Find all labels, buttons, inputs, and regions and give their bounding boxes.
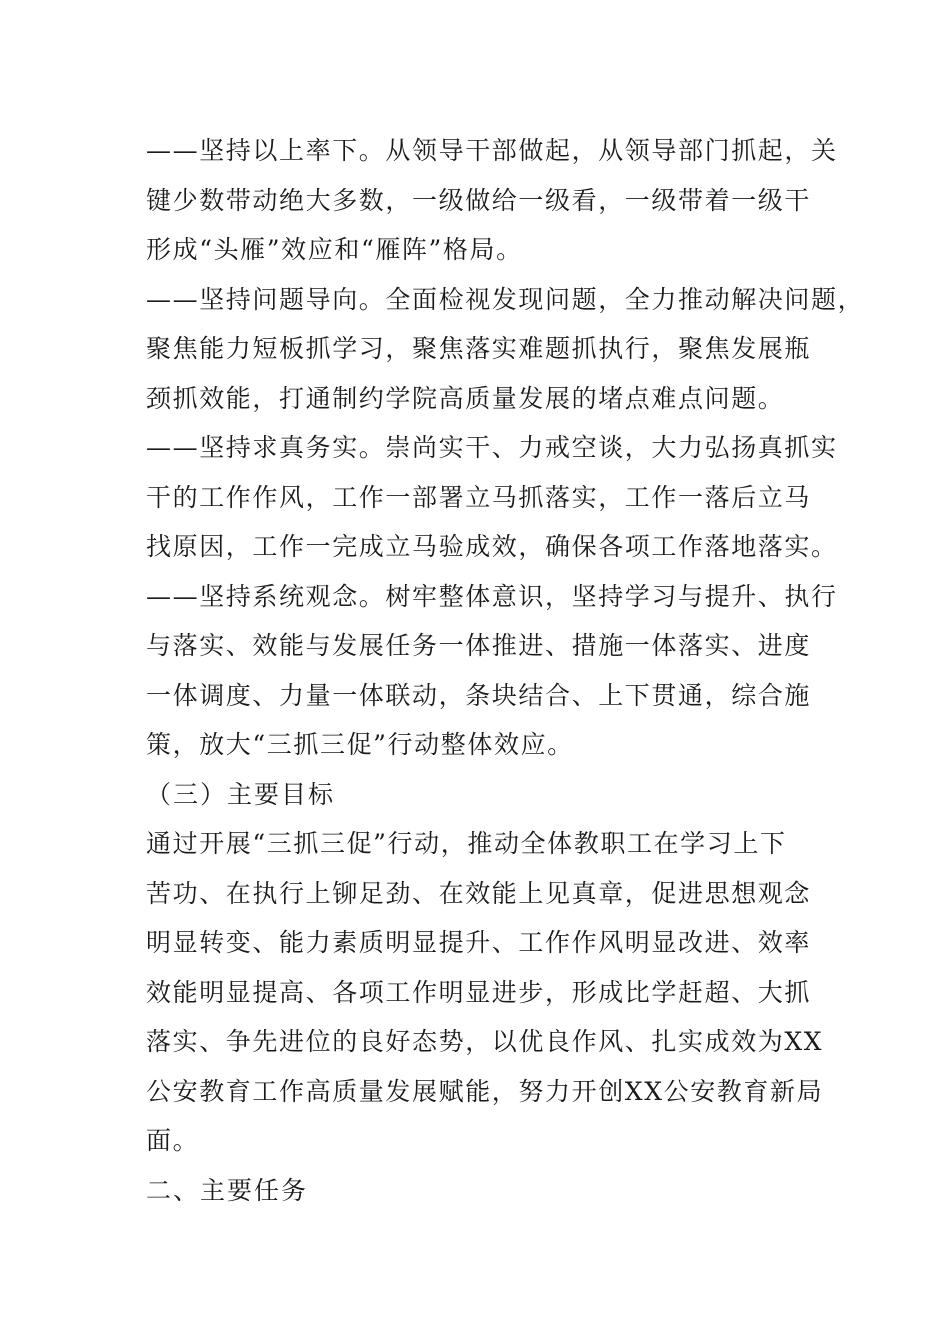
text-line: 苦功、在执行上铆足劲、在效能上见真章，促进思想观念 <box>146 878 812 908</box>
text-line: 通过开展“三抓三促”行动，推动全体教职工在学习上下 <box>146 829 787 858</box>
text-line: 颈抓效能，打通制约学院高质量发展的堵点难点问题。 <box>146 383 785 413</box>
section-heading-main-tasks: 二、主要任务 <box>146 1175 309 1205</box>
text-line: 公安教育工作高质量发展赋能，努力开创XX公安教育新局 <box>146 1076 824 1106</box>
text-line: 明显转变、能力素质明显提升、工作作风明显改进、效率 <box>146 928 812 957</box>
text-line: 落实、争先进位的良好态势，以优良作风、扎实成效为XX <box>146 1027 824 1056</box>
text-line: ——坚持系统观念。树牢整体意识，坚持学习与提升、执行 <box>146 581 838 611</box>
section-heading-main-goals: （三）主要目标 <box>146 779 336 809</box>
text-line: 键少数带动绝大多数，一级做给一级看，一级带着一级干 <box>146 185 812 215</box>
text-line: 与落实、效能与发展任务一体推进、措施一体落实、进度 <box>146 631 812 660</box>
text-line: ——坚持问题导向。全面检视发现问题，全力推动解决问题， <box>146 284 865 314</box>
text-line: ——坚持求真务实。崇尚实干、力戒空谈，大力弘扬真抓实 <box>146 433 838 462</box>
text-line: 聚焦能力短板抓学习，聚焦落实难题抓执行，聚焦发展瓶 <box>146 334 812 363</box>
text-line: 策，放大“三抓三促”行动整体效应。 <box>146 730 574 759</box>
text-line: ——坚持以上率下。从领导干部做起，从领导部门抓起，关 <box>146 136 838 165</box>
text-line: 面。 <box>146 1126 200 1155</box>
text-line: 形成“头雁”效应和“雁阵”格局。 <box>146 235 523 264</box>
document-body <box>146 126 865 1215</box>
text-line: 效能明显提高、各项工作明显进步，形成比学赶超、大抓 <box>146 977 812 1007</box>
text-line: 干的工作作风，工作一部署立马抓落实，工作一落后立马 <box>146 482 812 512</box>
text-line: 找原因，工作一完成立马验成效，确保各项工作落地落实。 <box>146 532 838 561</box>
text-line: 一体调度、力量一体联动，条块结合、上下贯通，综合施 <box>146 680 812 710</box>
